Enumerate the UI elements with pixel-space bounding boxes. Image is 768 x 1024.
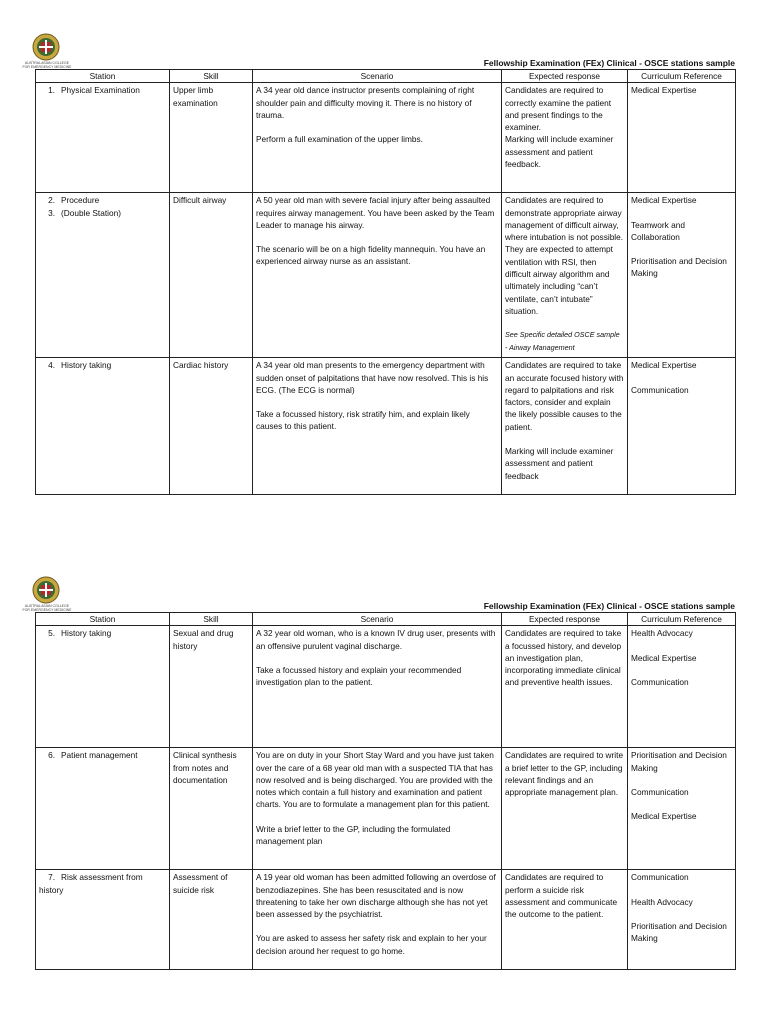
scenario-cell xyxy=(253,748,502,870)
expected-response-cell xyxy=(502,193,628,358)
paragraph-gap xyxy=(505,317,624,329)
scenario-paragraph: A 34 year old dance instructor presents complaining of right shoulder pain and difficulty moving it. There is no history of trauma. xyxy=(256,85,475,120)
response-paragraph: Candidates are required to take an accurate focused history with regard to palpitations and risk factors, consider and explain the likely possible causes to the patient. xyxy=(505,360,624,432)
scenario-cell xyxy=(253,83,502,193)
response-paragraph: Candidates are required to write a brief letter to the GP, including relevant findings and an appropriate management plan. xyxy=(505,750,624,798)
station-name: Risk assessment from history xyxy=(39,872,143,895)
curriculum-item: Medical Expertise xyxy=(631,360,697,371)
station-cell xyxy=(36,193,170,358)
paragraph-gap xyxy=(631,798,732,810)
paragraph-gap xyxy=(505,433,624,445)
station-name: History taking xyxy=(61,628,112,639)
curriculum-item: Communication xyxy=(631,786,689,797)
scenario-paragraph: A 32 year old woman, who is a known IV drug user, presents with an offensive purulent vaginal discharge. xyxy=(256,628,496,651)
paragraph-gap xyxy=(631,774,732,786)
scenario-paragraph: A 19 year old woman has been admitted following an overdose of benzodiazepines. She has been resuscitated and is now threatening to take her own discharge although she has not yet been assessed by the psychiatrist. xyxy=(256,872,496,920)
paragraph-gap xyxy=(631,640,732,652)
document-title: Fellowship Examination (FEx) Clinical - OSCE stations sample xyxy=(483,601,735,611)
scenario-paragraph: A 50 year old man with severe facial injury after being assaulted requires airway management. You have been asked by the Team Leader to manage his airway. xyxy=(256,195,495,230)
station-number: 4. xyxy=(48,360,55,371)
curriculum-cell xyxy=(628,193,736,358)
station-number: 7. xyxy=(48,872,55,883)
table-row xyxy=(36,83,736,193)
column-header-expected-response: Expected response xyxy=(502,70,628,83)
curriculum-item: Health Advocacy xyxy=(631,896,693,907)
column-header-expected-response: Expected response xyxy=(502,613,628,626)
curriculum-cell xyxy=(628,358,736,495)
curriculum-cell xyxy=(628,83,736,193)
osce-table-page-2 xyxy=(35,612,735,970)
curriculum-cell xyxy=(628,748,736,870)
station-name: Procedure xyxy=(61,195,100,206)
station-cell xyxy=(36,870,170,970)
response-paragraph: Candidates are required to demonstrate appropriate airway management of difficult airway, where intubation is not possible. They are expected to attempt ventilation with RSI, then difficult airway algorithm and ultimately including “can’t ventilate, can’t intubate” situation. xyxy=(505,195,624,316)
column-header-station: Station xyxy=(36,613,170,626)
response-paragraph: Marking will include examiner assessment and patient feedback. xyxy=(505,134,614,170)
logo-caption: AUSTRALASIAN COLLEGE FOR EMERGENCY MEDICINE xyxy=(22,604,72,612)
paragraph-gap xyxy=(631,372,732,384)
column-header-scenario: Scenario xyxy=(253,613,502,626)
column-header-skill: Skill xyxy=(170,613,253,626)
scenario-cell xyxy=(253,358,502,495)
curriculum-item: Communication xyxy=(631,872,689,883)
station-name: History taking xyxy=(61,360,112,371)
osce-table-page-1 xyxy=(35,69,735,495)
expected-response-cell xyxy=(502,748,628,870)
paragraph-gap xyxy=(256,121,498,133)
curriculum-item: Prioritisation and Decision Making xyxy=(631,750,727,773)
skill-cell: Upper limb examination xyxy=(170,83,253,193)
curriculum-item: Medical Expertise xyxy=(631,195,697,206)
table-row xyxy=(36,748,736,870)
column-header-skill: Skill xyxy=(170,70,253,83)
station-cell xyxy=(36,83,170,193)
station-line xyxy=(39,359,166,371)
scenario-paragraph: The scenario will be on a high fidelity mannequin. You have an experienced airway nurse as an assistant. xyxy=(256,244,486,267)
station-name: Physical Examination xyxy=(61,85,140,96)
curriculum-cell xyxy=(628,870,736,970)
skill-cell: Sexual and drug history xyxy=(170,626,253,748)
column-header-scenario: Scenario xyxy=(253,70,502,83)
skill-cell: Clinical synthesis from notes and documentation xyxy=(170,748,253,870)
expected-response-cell xyxy=(502,358,628,495)
paragraph-gap xyxy=(631,908,732,920)
column-header-curriculum-reference: Curriculum Reference xyxy=(628,613,736,626)
curriculum-cell xyxy=(628,626,736,748)
skill-cell: Assessment of suicide risk xyxy=(170,870,253,970)
college-logo xyxy=(32,33,60,61)
station-line xyxy=(39,749,166,761)
scenario-paragraph: You are asked to assess her safety risk and explain to her your decision around her request to go home. xyxy=(256,933,487,956)
column-header-station: Station xyxy=(36,70,170,83)
curriculum-item: Communication xyxy=(631,384,689,395)
skill-cell: Cardiac history xyxy=(170,358,253,495)
paragraph-gap xyxy=(631,664,732,676)
station-cell xyxy=(36,358,170,495)
paragraph-gap xyxy=(631,207,732,219)
table-row xyxy=(36,870,736,970)
scenario-paragraph: Perform a full examination of the upper limbs. xyxy=(256,134,423,145)
scenario-paragraph: Write a brief letter to the GP, including the formulated management plan xyxy=(256,823,451,847)
skill-cell: Difficult airway xyxy=(170,193,253,358)
document-title: Fellowship Examination (FEx) Clinical - OSCE stations sample xyxy=(483,58,735,68)
paragraph-gap xyxy=(256,920,498,932)
station-name: Patient management xyxy=(61,750,138,761)
logo-caption: AUSTRALASIAN COLLEGE FOR EMERGENCY MEDICINE xyxy=(22,61,72,69)
response-paragraph: Marking will include examiner assessment and patient feedback xyxy=(505,446,614,481)
response-paragraph: Candidates are required to perform a suicide risk assessment and communicate the outcome to the patient. xyxy=(505,872,618,920)
paragraph-gap xyxy=(631,243,732,255)
paragraph-gap xyxy=(631,884,732,896)
column-header-curriculum-reference: Curriculum Reference xyxy=(628,70,736,83)
paragraph-gap xyxy=(256,811,498,823)
paragraph-gap xyxy=(256,231,498,243)
response-note: See Specific detailed OSCE sample - Airway Management xyxy=(505,330,620,352)
station-number: 5. xyxy=(48,628,55,639)
paragraph-gap xyxy=(256,396,498,408)
curriculum-item: Teamwork and Collaboration xyxy=(631,219,685,242)
expected-response-cell xyxy=(502,626,628,748)
curriculum-item: Health Advocacy xyxy=(631,628,693,639)
station-number: 2. xyxy=(48,195,55,206)
response-paragraph: Candidates are required to correctly examine the patient and present findings to the examiner. xyxy=(505,85,612,133)
scenario-paragraph: Take a focussed history, risk stratify him, and explain likely causes to this patient. xyxy=(256,409,470,432)
station-cell xyxy=(36,626,170,748)
scenario-paragraph: Take a focussed history and explain your recommended investigation plan to the patient. xyxy=(256,664,462,688)
station-line xyxy=(39,194,166,206)
scenario-paragraph: You are on duty in your Short Stay Ward and you have just taken over the care of a 68 year old man with a suspected TIA that has now resolved and is being discharged. You are provided with the notes which contain a full history and examination and patient charts. You are to formulate a management plan for this patient. xyxy=(256,750,494,810)
paragraph-gap xyxy=(256,652,498,664)
curriculum-item: Prioritisation and Decision Making xyxy=(631,920,727,944)
station-number: 6. xyxy=(48,750,55,761)
curriculum-item: Medical Expertise xyxy=(631,652,697,663)
scenario-cell xyxy=(253,193,502,358)
station-cell xyxy=(36,748,170,870)
curriculum-item: Communication xyxy=(631,676,689,687)
table-row xyxy=(36,193,736,358)
table-row xyxy=(36,358,736,495)
response-paragraph: Candidates are required to take a focussed history, and develop an investigation plan, incorporating immediate clinical and preventive health issues. xyxy=(505,628,622,688)
expected-response-cell xyxy=(502,870,628,970)
curriculum-item: Medical Expertise xyxy=(631,85,697,96)
table-row xyxy=(36,626,736,748)
station-name: (Double Station) xyxy=(61,207,121,218)
scenario-cell xyxy=(253,626,502,748)
station-line xyxy=(39,207,166,219)
scenario-cell xyxy=(253,870,502,970)
college-logo xyxy=(32,576,60,604)
station-number: 3. xyxy=(48,207,55,218)
station-line xyxy=(39,84,166,96)
curriculum-item: Prioritisation and Decision Making xyxy=(631,256,727,279)
station-line xyxy=(39,627,166,639)
expected-response-cell xyxy=(502,83,628,193)
station-number: 1. xyxy=(48,85,55,96)
scenario-paragraph: A 34 year old man presents to the emergency department with sudden onset of palpitations that have now resolved. This is his ECG. (The ECG is normal) xyxy=(256,360,489,395)
station-line xyxy=(39,871,166,896)
curriculum-item: Medical Expertise xyxy=(631,811,697,822)
